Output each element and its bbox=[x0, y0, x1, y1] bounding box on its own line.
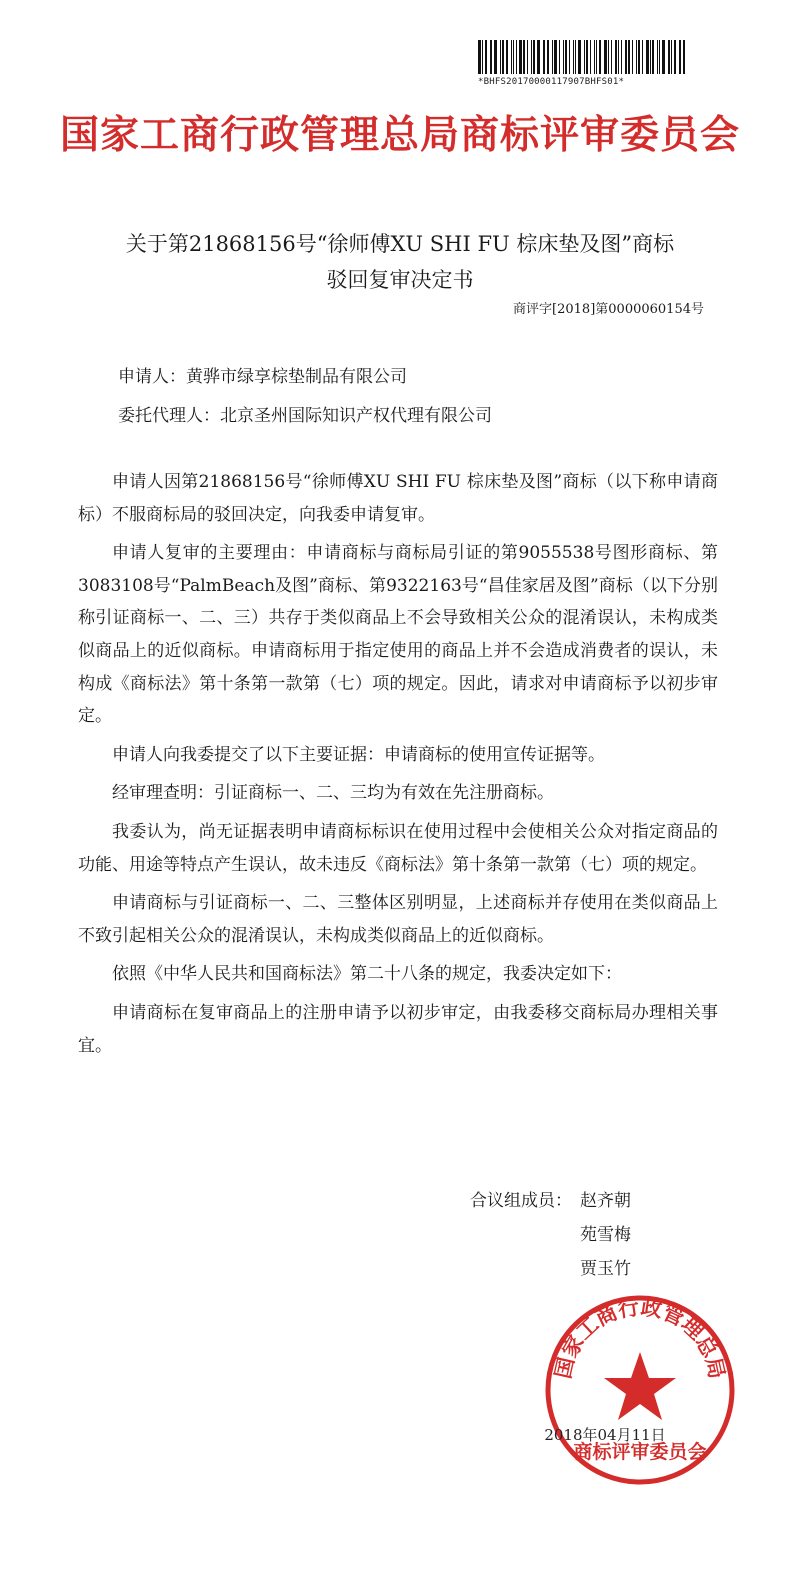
panel-member: 贾玉竹 bbox=[580, 1259, 631, 1279]
paragraph: 申请人向我委提交了以下主要证据：申请商标的使用宣传证据等。 bbox=[112, 744, 605, 765]
barcode-bars bbox=[478, 40, 688, 74]
paragraph: 我委认为，尚无证据表明申请商标标识在使用过程中会使相关公众对指定商品的功能、用途等特点产生误认，故未违反《商标法》第十条第一款第（七）项的规定。 bbox=[78, 821, 718, 875]
panel-label: 合议组成员： bbox=[470, 1191, 572, 1211]
decision-date: 2018年04月11日 bbox=[544, 1426, 666, 1444]
paragraph: 依照《中华人民共和国商标法》第二十八条的规定，我委决定如下： bbox=[112, 964, 622, 985]
official-seal bbox=[540, 1290, 740, 1490]
parties bbox=[118, 358, 492, 436]
paragraph: 申请商标与引证商标一、二、三整体区别明显，上述商标并存使用在类似商品上不致引起相关公众的混淆误认，未构成类似商品上的近似商标。 bbox=[78, 893, 718, 946]
seal-bottom-text: 商标评审委员会 bbox=[573, 1441, 707, 1463]
barcode bbox=[478, 40, 688, 87]
decision-body bbox=[78, 466, 718, 1068]
reference-number: 商评字[2018]第0000060154号 bbox=[513, 302, 704, 317]
agent: 委托代理人：北京圣州国际知识产权代理有限公司 bbox=[118, 406, 492, 426]
paragraph: 经审理查明：引证商标一、二、三均为有效在先注册商标。 bbox=[112, 783, 554, 804]
seal-ring-text: 国家工商行政管理总局 bbox=[550, 1295, 730, 1381]
paragraph: 申请商标在复审商品上的注册申请予以初步审定，由我委移交商标局办理相关事宜。 bbox=[78, 1002, 718, 1056]
paragraph: 申请人因第21868156号“徐师傅XU SHI FU 棕床垫及图”商标（以下称申请商标）不服商标局的驳回决定，向我委申请复审。 bbox=[78, 472, 718, 525]
applicant: 申请人：黄骅市绿享棕垫制品有限公司 bbox=[118, 367, 407, 387]
panel-member: 赵齐朝 bbox=[580, 1191, 631, 1211]
title-line-1: 关于第21868156号“徐师傅XU SHI FU 棕床垫及图”商标 bbox=[125, 232, 675, 256]
barcode-text: *BHFS20170000117907BHFS01* bbox=[478, 77, 625, 87]
panel-members bbox=[470, 1184, 680, 1286]
panel-member: 苑雪梅 bbox=[580, 1225, 631, 1245]
title-line-2: 驳回复审决定书 bbox=[326, 268, 474, 292]
issuer-heading: 国家工商行政管理总局商标评审委员会 bbox=[59, 113, 740, 158]
document-title bbox=[0, 226, 800, 298]
paragraph: 申请人复审的主要理由：申请商标与商标局引证的第9055538号图形商标、第3083108号“PalmBeach及图”商标、第9322163号“昌佳家居及图”商标（以下分别称引证商标一、二、三）共存于类似商品上不会导致相关公众的混淆误认，未构成类似商品上的近似商标。申请商标用于指定使用的商品上并不会造成消费者的误认，未构成《商标法》第十条第一款第（七）项的规定。因此，请求对申请商标予以初步审定。 bbox=[78, 543, 718, 727]
seal-star-icon bbox=[604, 1352, 676, 1420]
